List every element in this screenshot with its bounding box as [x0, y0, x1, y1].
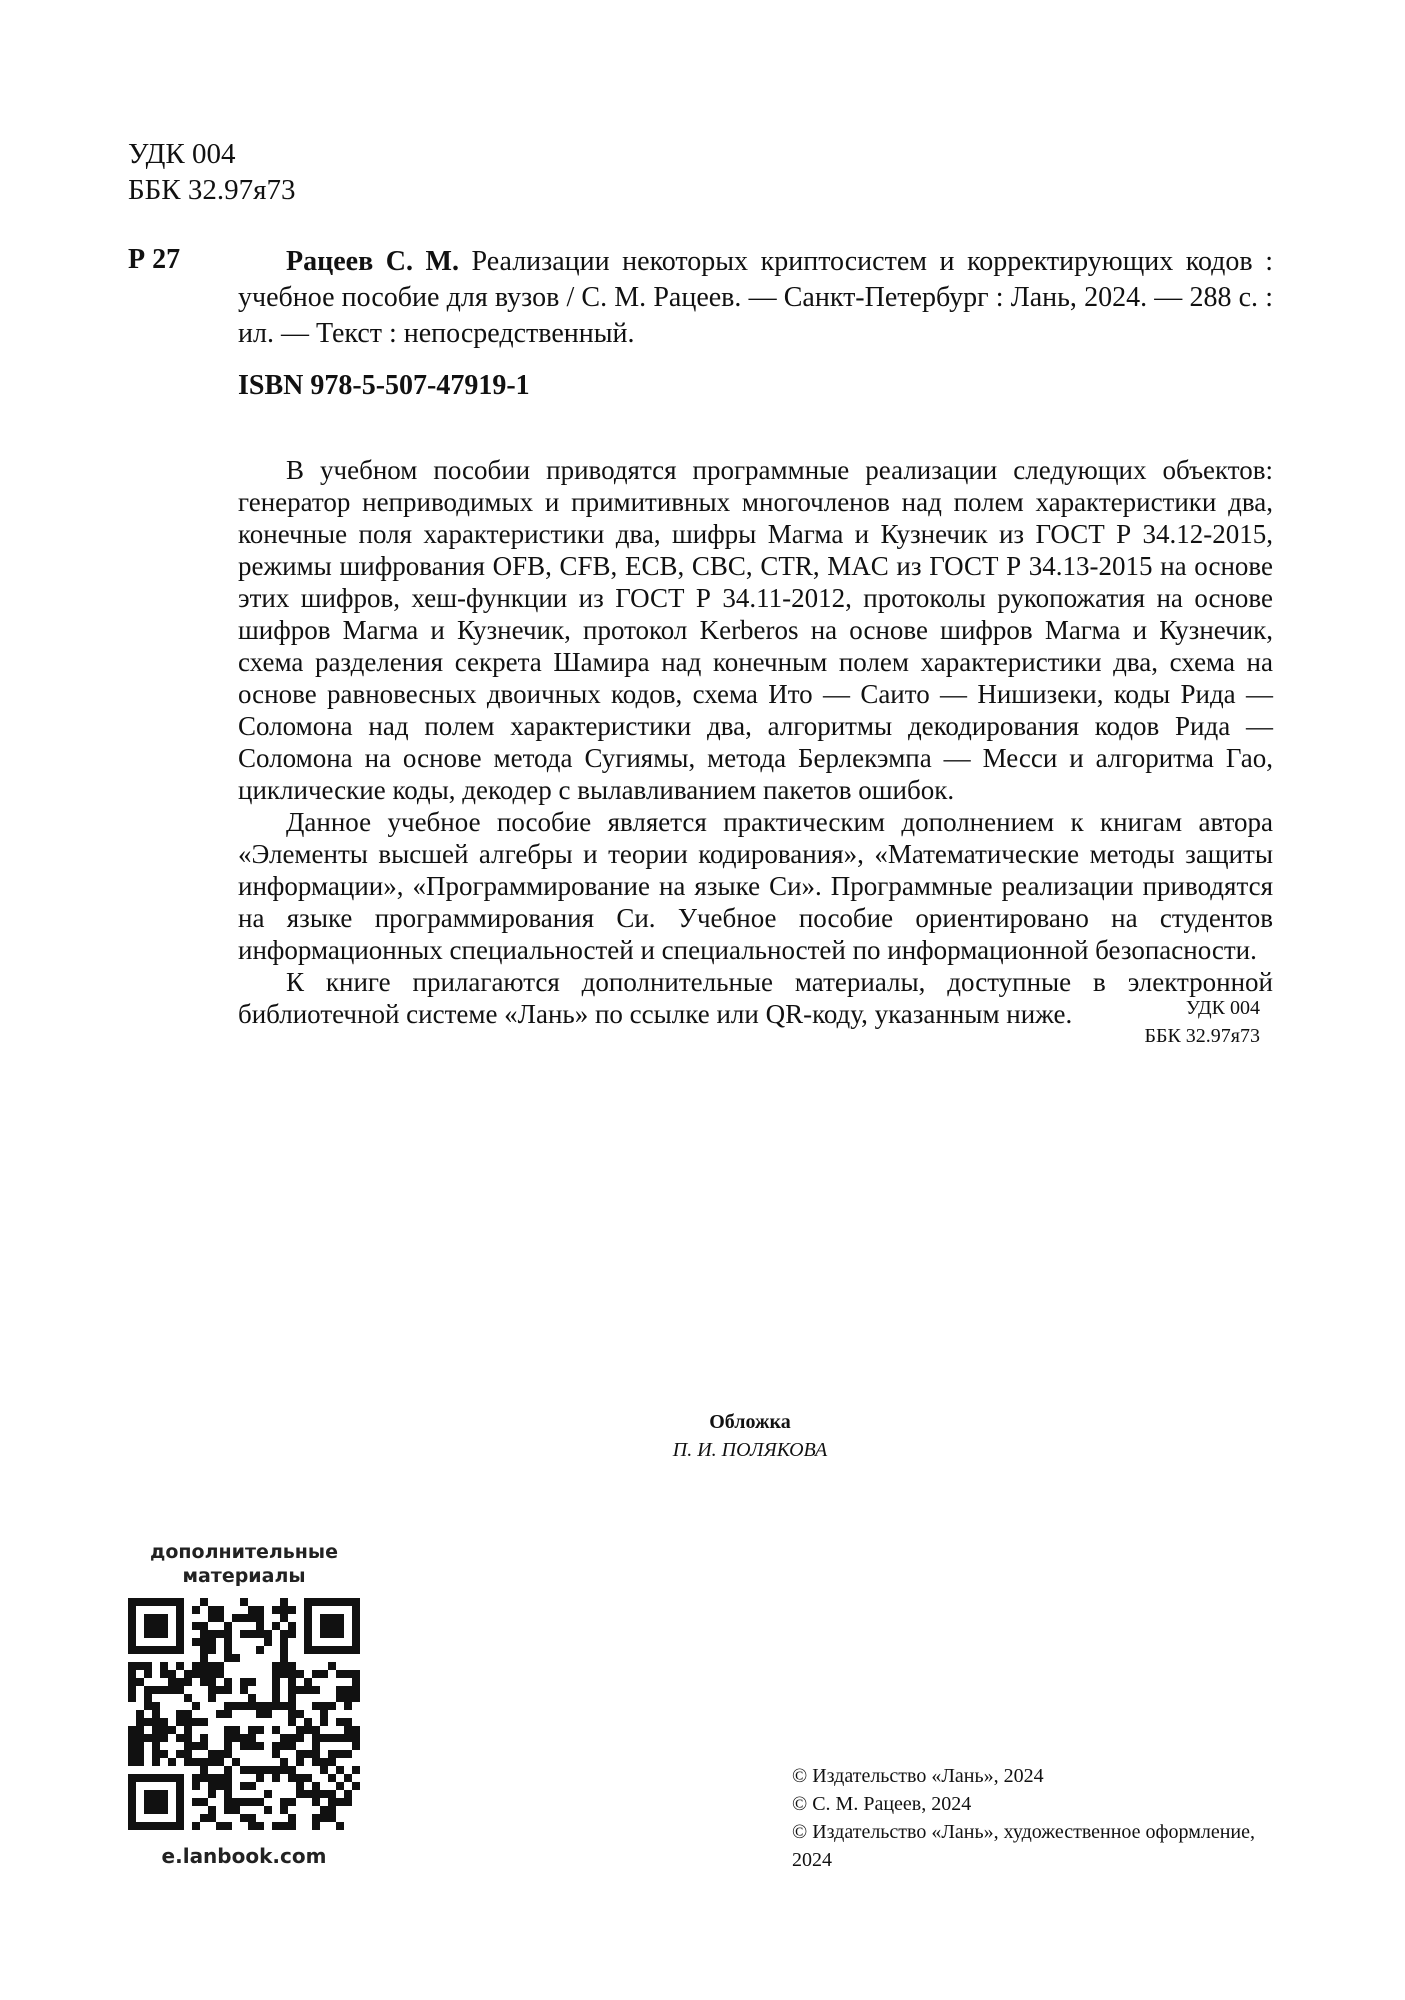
bbk-code-repeat: ББК 32.97я73 [1144, 1025, 1260, 1047]
cover-credit [600, 1408, 900, 1464]
copyright-line: © Издательство «Лань», 2024 [792, 1765, 1044, 1787]
qr-url[interactable]: e.lanbook.com [161, 1844, 327, 1868]
bbk-code: ББК 32.97я73 [128, 174, 296, 206]
qr-code-icon[interactable] [128, 1598, 360, 1830]
qr-block [128, 1540, 360, 1868]
classification-codes-repeat [1050, 994, 1260, 1050]
annotation-paragraph: К книге прилагаются дополнительные материалы, доступные в электронной библиотечной системе «Лань» по ссылке или QR-коду, указанным ниже. [238, 967, 1273, 1029]
udk-code: УДК 004 [128, 138, 236, 170]
annotation-paragraph: Данное учебное пособие является практическим дополнением к книгам автора «Элементы высшей алгебры и теории кодирования», «Математические методы защиты информации», «Программирование на языке Си». Программные реализации приводятся на языке программирования Си. Учебное пособие ориентировано на студентов информационных специальностей и специальностей по информационной безопасности. [238, 807, 1273, 965]
qr-label: дополнительные материалы [150, 1541, 338, 1587]
bibliographic-description: Реализации некоторых криптосистем и корректирующих кодов : учебное пособие для вузов / С. М. Рацеев. — Санкт-Петербург : Лань, 2024. — 288 с. : ил. — Текст : непосредственный. [238, 246, 1273, 349]
author-mark: Р 27 [128, 244, 181, 275]
credit-role: Обложка [709, 1411, 791, 1433]
copyright-line: © Издательство «Лань», художественное оформление, 2024 [792, 1821, 1256, 1871]
classification-codes [128, 136, 296, 208]
annotation [238, 454, 1273, 1030]
udk-code-repeat: УДК 004 [1185, 997, 1260, 1019]
annotation-paragraph: В учебном пособии приводятся программные реализации следующих объектов: генератор неприводимых и примитивных многочленов над полем характеристики два, конечные поля характеристики два, шифры Магма и Кузнечик из ГОСТ Р 34.12-2015, режимы шифрования OFB, CFB, ECB, CBC, CTR, MAC из ГОСТ Р 34.13-2015 на основе этих шифров, хеш-функции из ГОСТ Р 34.11-2012, протоколы рукопожатия на основе шифров Магма и Кузнечик, протокол Kerberos на основе шифров Магма и Кузнечик, схема разделения секрета Шамира над конечным полем характеристики два, схема на основе равновесных двоичных кодов, схема Ито — Саито — Нишизеки, коды Рида — Соломона над полем характеристики два, алгоритмы декодирования кодов Рида — Соломона на основе метода Сугиямы, метода Берлекэмпа — Месси и алгоритма Гао, циклические коды, декодер с вылавливанием пакетов ошибок. [238, 455, 1273, 805]
credit-name: П. И. ПОЛЯКОВА [672, 1439, 828, 1461]
copyright-line: © С. М. Рацеев, 2024 [792, 1793, 972, 1815]
isbn: ISBN 978-5-507-47919-1 [238, 370, 530, 401]
author-name: Рацеев С. М. [286, 246, 459, 277]
bibliographic-entry [238, 244, 1273, 352]
copyright-block [792, 1762, 1272, 1874]
